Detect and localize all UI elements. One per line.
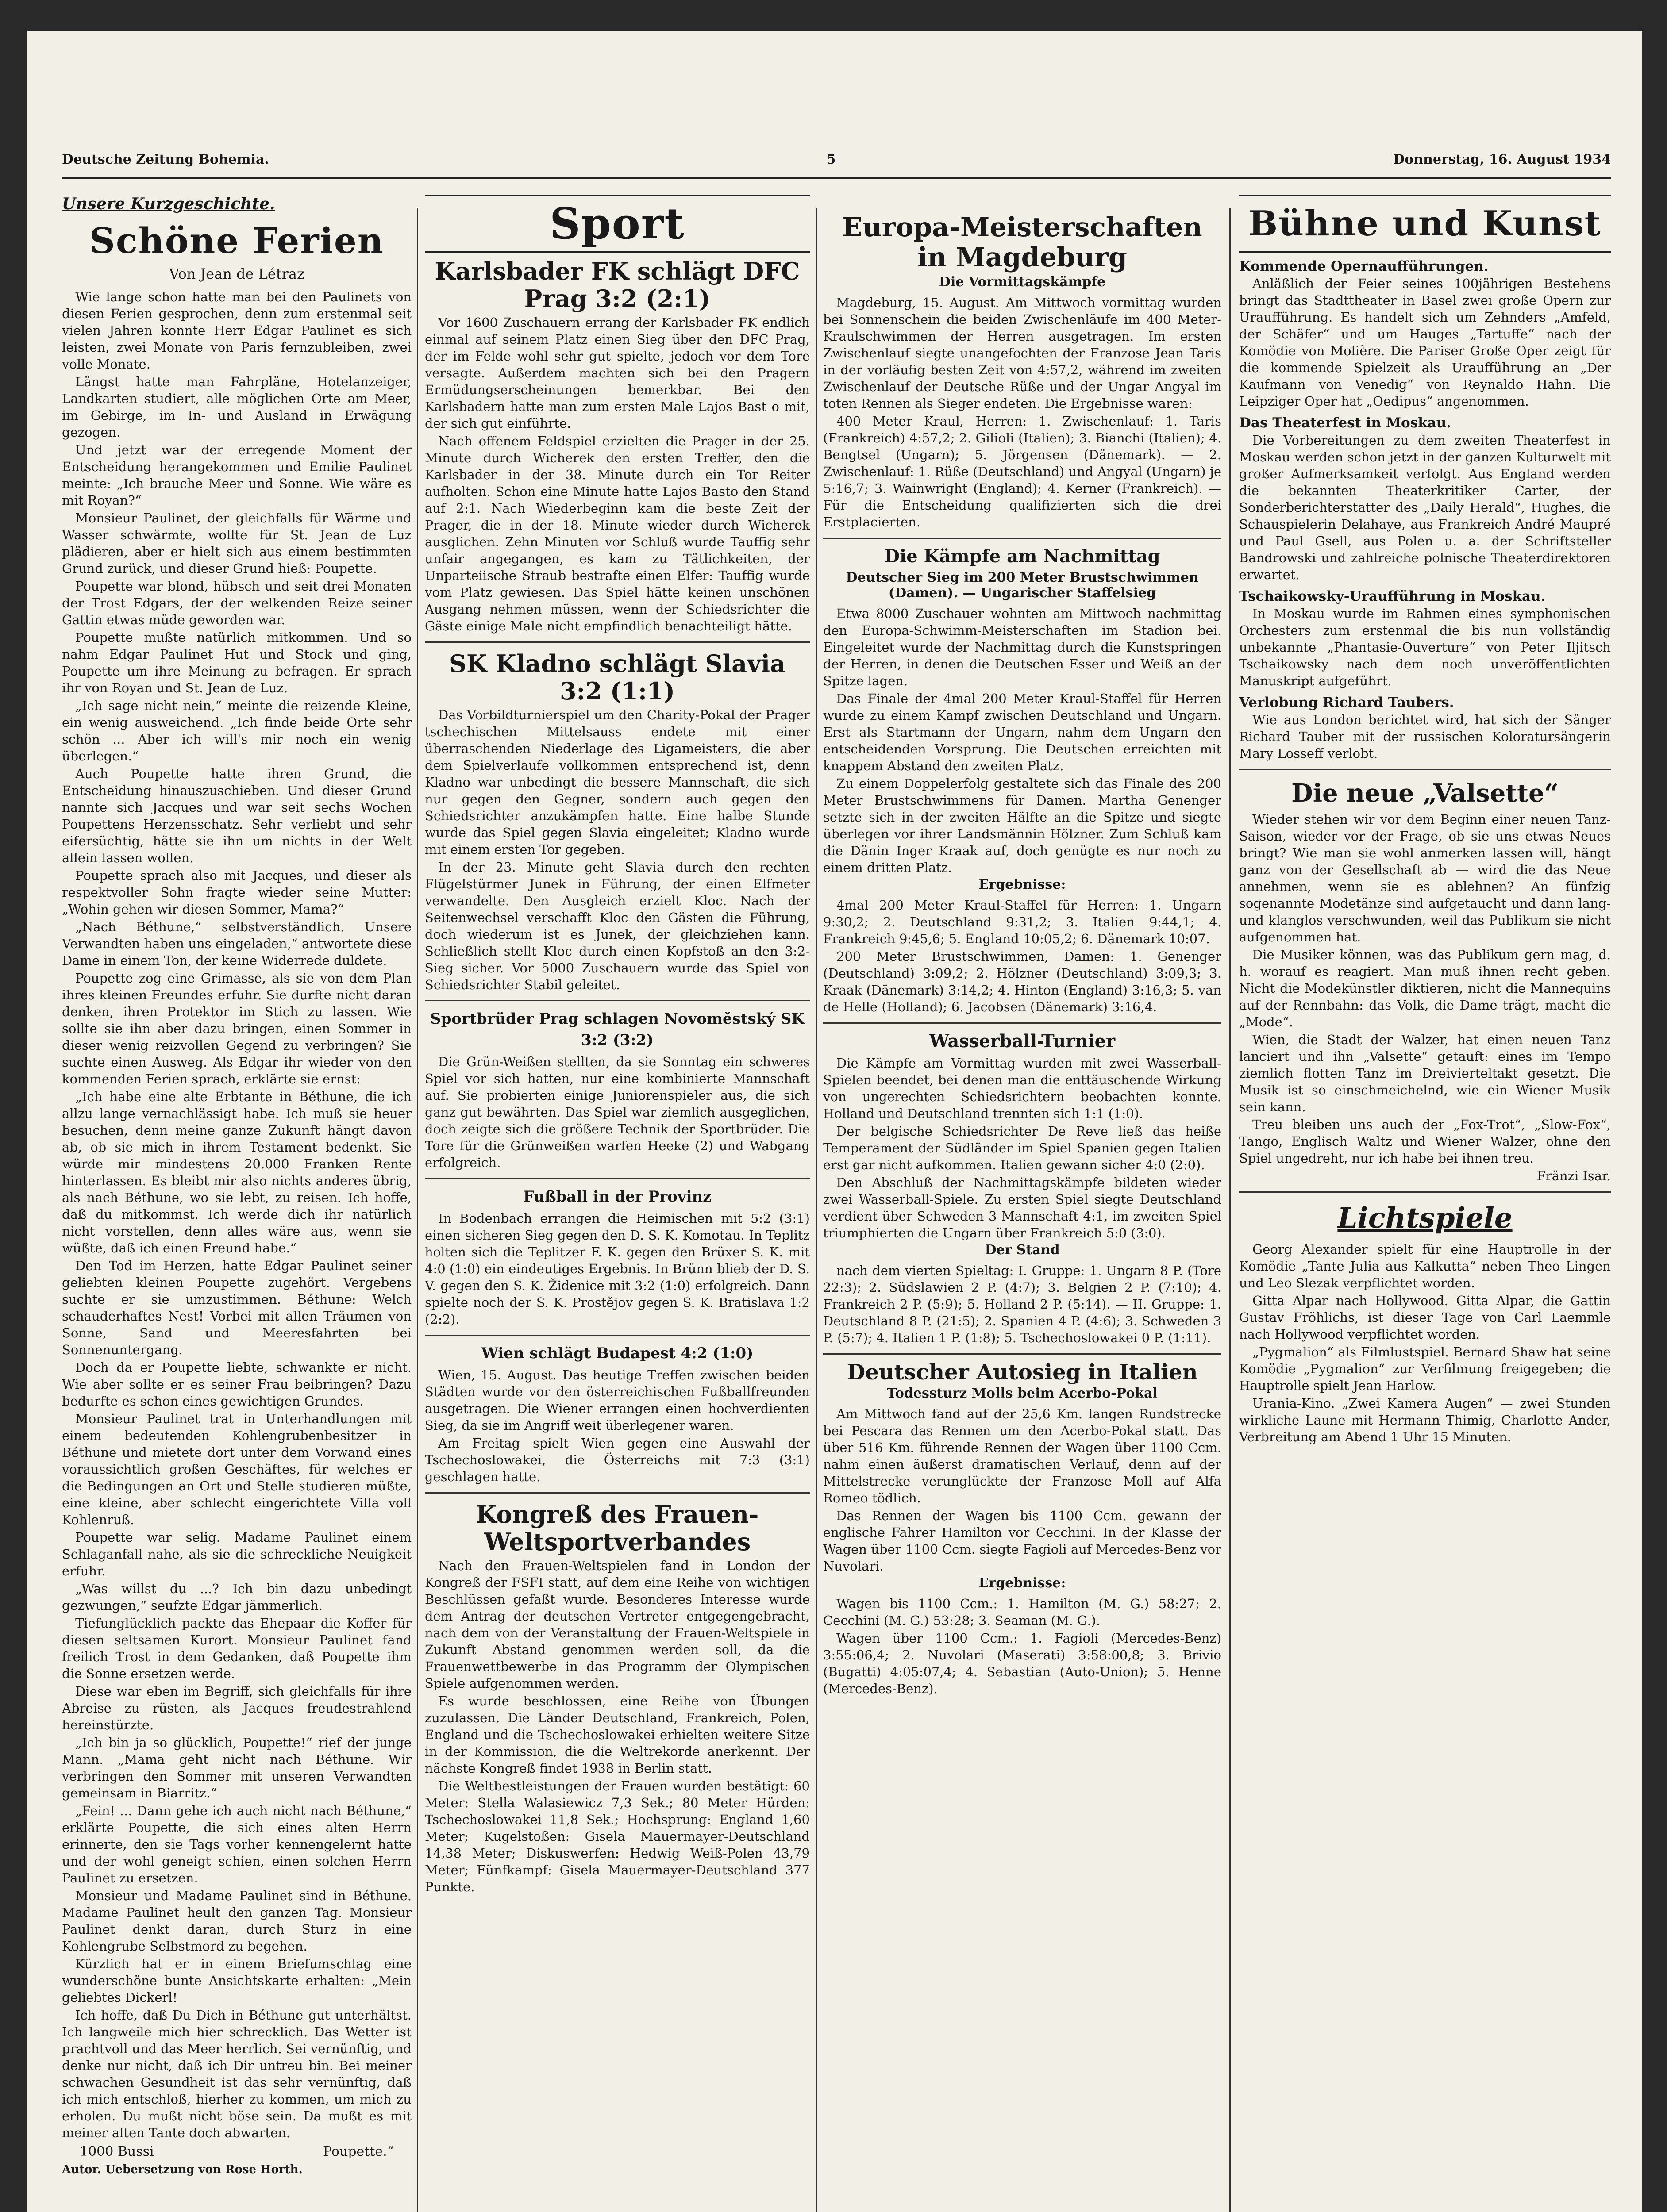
divider <box>425 1178 810 1179</box>
article-wien-budapest <box>425 1367 810 1485</box>
story-paragraph: Kürzlich hat er in einem Briefumschlag eine wunderschöne bunte Ansichtskarte erhalten: „Mein geliebtes Dickerl! <box>62 1956 412 2005</box>
article-tschaikowsky <box>1239 605 1611 689</box>
subhead-oper: Kommende Opernaufführungen. <box>1239 258 1489 274</box>
story-paragraph: „Nach Béthune,“ selbstverständlich. Unsere Verwandten haben uns eingeladen,“ antwortete diese Dame in einem Ton, der keine Widerrede duldete. <box>62 919 412 968</box>
article-paragraph: Am Freitag spielt Wien gegen eine Auswahl der Tschechoslowakei, die Österreichs mit 7:3 (3:1) geschlagen hatte. <box>425 1436 810 1484</box>
article-paragraph: In Moskau wurde im Rahmen eines symphonischen Orchesters zum erstenmal die bis nun vollständig unbekannte „Phantasie-Ouverture“ von Peter Iljitsch Tschaikowsky nach dem noch unveröffentlichten Manuskript aufgeführt. <box>1239 606 1611 688</box>
translation-note: Autor. Uebersetzung von Rose Horth. <box>62 2163 303 2176</box>
masthead-rule <box>62 177 1611 179</box>
article-paragraph: Etwa 8000 Zuschauer wohnten am Mittwoch nachmittag den Europa-Schwimm-Meisterschaften im Stadion bei. Eingeleitet wurde der Nachmittag durch die Kunstspringen der Herren, in denen die Deutschen Esser und Weiß an der Spitze lagen. <box>823 606 1221 688</box>
divider <box>425 641 810 643</box>
story-paragraph: „Ich sage nicht nein,“ meinte die reizende Kleine, ein wenig ausweichend. „Ich finde beide Orte sehr schön ... Aber ich will's mir noch ein wenig überlegen.“ <box>62 698 412 764</box>
article-lichtspiele <box>1239 1241 1611 1445</box>
article-paragraph: Die Kämpfe am Vormittag wurden mit zwei Wasserball-Spielen beendet, bei denen man die enttäuschende Wirkung von ungerechten Schiedsrichtern beobachten konnte. Holland und Deutschland trennten sich 1:1 (1:0). <box>823 1056 1221 1121</box>
result-entry: 4mal 200 Meter Kraul-Staffel für Herren: 1. Ungarn 9:30,2; 2. Deutschland 9:31,2; 3. Italien 9:44,1; 4. Frankreich 9:45,6; 5. England 10:05,2; 6. Dänemark 10:07. <box>823 898 1221 946</box>
column-divider <box>816 208 817 2212</box>
buehne-header-box <box>1239 195 1611 253</box>
story-paragraph: Monsieur und Madame Paulinet sind in Béthune. Madame Paulinet heult den ganzen Tag. Monsieur Paulinet denkt daran, durch Sturz in eine Kohlengrube Selbstmord zu begehen. <box>62 1888 412 1954</box>
subhead-vormittag: Die Vormittagskämpfe <box>939 274 1106 290</box>
article-paragraph: Die Weltbestleistungen der Frauen wurden bestätigt: 60 Meter: Stella Walasiewicz 7,3 Sek.; 80 Meter Hürden: Tschechoslowakei 11,8 Sek.; Hochsprung: England 1,60 Meter; Kugelstoßen: Gisela Mauermayer-Deutschland 14,38 Meter; Diskuswerfen: Hedwig Weiß-Polen 43,79 Meter; Fünfkampf: Gisela Mauermayer-Deutschland 377 Punkte. <box>425 1778 810 1894</box>
results-list <box>823 897 1221 1015</box>
divider <box>823 1022 1221 1024</box>
column-swimming <box>823 190 1221 2212</box>
story-title: Schöne Ferien <box>89 220 384 261</box>
article-paragraph: Wien, 15. August. Das heutige Treffen zwischen beiden Städten wurde vor den österreichischen Fußballfreunden ausgetragen. Die Wiener errangen einen hochverdienten Sieg, da sie im Angriff weit überlegener waren. <box>425 1367 810 1433</box>
story-paragraph: Doch da er Poupette liebte, schwankte er nicht. Wie aber sollte er es seiner Frau beibringen? Dazu bedurfte es schon eines gewichtigen Grundes. <box>62 1360 412 1409</box>
divider <box>1239 769 1611 770</box>
subhead-theaterfest: Das Theaterfest in Moskau. <box>1239 415 1451 431</box>
article-paragraph: Die Grün-Weißen stellten, da sie Sonntag ein schweres Spiel vor sich hatten, nur eine kombinierte Mannschaft auf. Sie probierten einige Juniorenspieler aus, die sich ganz gut bewährten. Das Spiel war ziemlich ausgeglichen, doch zeigte sich die größere Technik der Sportbrüder. Die Tore für die Grünweißen warfen Heeke (2) und Wabgang erfolgreich. <box>425 1054 810 1170</box>
sport-header-box <box>425 195 810 253</box>
story-paragraph: Poupette sprach also mit Jacques, und dieser als respektvoller Sohn fragte wieder seine Mutter: „Wohin gehen wir diesen Sommer, Mama?“ <box>62 868 412 917</box>
story-paragraph: Längst hatte man Fahrpläne, Hotelanzeiger, Landkarten studiert, alle möglichen Orte am Meer, im Gebirge, im In- und Ausland in Erwägung gezogen. <box>62 374 412 440</box>
story-paragraph: Poupette zog eine Grimasse, als sie von dem Plan ihres kleinen Freundes erfuhr. Sie durfte nicht daran denken, ihren Protektor im Stich zu lassen. Wie sollte sie ihn aber dazu bringen, einen Sommer in dieser wenig reizvollen Gegend zu verbringen? Sie suchte einen Ausweg. Als Edgar ihr wieder von den kommenden Ferien sprach, erklärte sie ernst: <box>62 971 412 1087</box>
article-nachmittag <box>823 605 1221 876</box>
headline-wien-budapest: Wien schlägt Budapest 4:2 (1:0) <box>481 1344 754 1362</box>
results-heading: Ergebnisse: <box>978 877 1066 892</box>
article-wasserball <box>823 1055 1221 1241</box>
article-paragraph: Magdeburg, 15. August. Am Mittwoch vormittag wurden bei Sonnenschein die beiden Zwischenläufe im 400 Meter-Kraulschwimmen der Herren ausgetragen. Im ersten Zwischenlauf siegte unangefochten der Franzose Jean Taris in der vorläufig besten Zeit von 4:57,2, während im zweiten Zwischenlauf der Deutsche Rüße und der Ungar Angyal im toten Rennen als Sieger endeten. Die Ergebnisse waren: <box>823 295 1221 411</box>
story-body <box>62 288 412 2141</box>
article-provinz <box>425 1210 810 1328</box>
article-paragraph: Wien, die Stadt der Walzer, hat einen neuen Tanz lanciert und ihn „Valsette“ getauft: eines im Tempo ziemlich flotten Tanz im Dreivierteltakt gesetzt. Die Musik ist so einschmeichelnd, wie ein Wiener Musik sein kann. <box>1239 1032 1611 1114</box>
story-paragraph: Den Tod im Herzen, hatte Edgar Paulinet seiner geliebten kleinen Poupette zugehört. Vergebens suchte er sie umzustimmen. Béthune: Welch schauderhaftes Nest! Vorbei mit allen Träumen von Sonne, Sand und Meeresfahrten bei Sonnenuntergang. <box>62 1258 412 1357</box>
column-buehne <box>1239 190 1611 2212</box>
article-paragraph: Am Mittwoch fand auf der 25,6 Km. langen Rundstrecke bei Pescara das Rennen um den Acerbo-Pokal statt. Das über 516 Km. führende Rennen der Wagen über 1100 Ccm. nahm einen äußerst dramatischen Verlauf, denn auf der Mittelstrecke verunglückte der Franzose Moll auf Alfa Romeo tödlich. <box>823 1406 1221 1505</box>
story-paragraph: „Was willst du ...? Ich bin dazu unbedingt gezwungen,“ seufzte Edgar jämmerlich. <box>62 1581 412 1613</box>
results2-heading: Ergebnisse: <box>978 1575 1066 1591</box>
results2-list <box>823 1595 1221 1697</box>
article-kladno <box>425 707 810 993</box>
divider <box>823 1353 1221 1355</box>
story-paragraph: Auch Poupette hatte ihren Grund, die Entscheidung hinauszuschieben. Und dieser Grund nannte sich Jacques und war seit sechs Wochen Poupettens Herzensschatz. Sehr verliebt und sehr eifersüchtig, hätte sie ihn um nichts in der Welt allein lassen wollen. <box>62 766 412 865</box>
story-signature <box>80 2144 394 2159</box>
masthead-date: Donnerstag, 16. August 1934 <box>1393 151 1611 167</box>
story-paragraph: Monsieur Paulinet trat in Unterhandlungen mit einem bedeutenden Kohlengrubenbesitzer in Béthune und mietete dort unter dem Vorwand eines voraussichtlich großen Geschäftes, für welches er die Bedingungen an Ort und Stelle studieren müßte, eine kleine, aber schlecht eingerichtete Villa voll Kohlenruß. <box>62 1411 412 1527</box>
article-paragraph: Den Abschluß der Nachmittagskämpfe bildeten wieder zwei Wasserball-Spiele. Zu ersten Spiel siegte Deutschland verdient über Schweden 3 Mannschaft 4:1, im zweiten Spiel triumphierten die Ungarn über Frankreich 5:0 (3:0). <box>823 1175 1221 1240</box>
article-autosieg <box>823 1406 1221 1575</box>
headline-valsette: Die neue „Valsette“ <box>1291 779 1559 808</box>
headline-provinz: Fußball in der Provinz <box>523 1188 712 1206</box>
article-valsette <box>1239 811 1611 1167</box>
article-paragraph: Zu einem Doppelerfolg gestaltete sich das Finale des 200 Meter Brustschwimmens für Damen. Martha Genenger setzte sich in der zweiten Hälfte an die Spitze und siegte überlegen vor ihrer Landsmännin Hölzner. Zum Schluß kam die Dänin Inger Kraak auf, doch genügte es nur noch zu einem dritten Platz. <box>823 776 1221 875</box>
headline-kladno: SK Kladno schlägt Slavia 3:2 (1:1) <box>449 649 785 705</box>
article-paragraph: Das Rennen der Wagen bis 1100 Ccm. gewann der englische Fahrer Hamilton vor Cecchini. In der Klasse der Wagen über 1100 Ccm. siegte Fagioli auf Mercedes-Benz vor Nuvolari. <box>823 1508 1221 1574</box>
subhead-nachmittag: Deutscher Sieg im 200 Meter Brustschwimmen (Damen). — Ungarischer Staffelsieg <box>846 570 1199 601</box>
article-paragraph: 400 Meter Kraul, Herren: 1. Zwischenlauf: 1. Taris (Frankreich) 4:57,2; 2. Gilioli (Italien); 3. Bianchi (Italien); 4. Bengtsel (Ungarn); 5. Jörgensen (Dänemark). — 2. Zwischenlauf: 1. Rüße (Deutschland) und Angyal (Ungarn) je 5:16,7; 3. Wainwright (England); 4. Kerner (Frankreich). — Für die Entscheidung qualifizierten sich die drei Erstplacierten. <box>823 414 1221 530</box>
newspaper-page <box>27 31 1642 2212</box>
headline-karlsbad: Karlsbader FK schlägt DFC Prag 3:2 (2:1) <box>435 257 800 313</box>
article-sportbrueder <box>425 1053 810 1171</box>
headline-europa-meisterschaften: Europa-Meisterschaften in Magdeburg <box>842 212 1202 273</box>
article-paragraph: „Pygmalion“ als Filmlustspiel. Bernard Shaw hat seine Komödie „Pygmalion“ zur Verfilmung freigegeben; die Hauptrolle spielt Jean Harlow. <box>1239 1344 1611 1393</box>
story-paragraph: Tiefunglücklich packte das Ehepaar die Koffer für diesen seltsamen Kurort. Monsieur Paulinet fand freilich Trost in dem Gedanken, daß Poupette ihm die Sonne ersetzen werde. <box>62 1616 412 1681</box>
article-theaterfest <box>1239 432 1611 583</box>
divider <box>425 1492 810 1494</box>
article-paragraph: Die Vorbereitungen zu dem zweiten Theaterfest in Moskau werden schon jetzt in der ganzen Kulturwelt mit großer Aufmerksamkeit verfolgt. Aus England werden die bekannten Theaterkritiker Carter, der Sonderberichterstatter des „Daily Herald“, Hughes, die Schauspielerin Delahaye, aus Frankreich André Maupré und Paul Gsell, aus Polen u. a. der Schriftsteller Bandrowski und zahlreiche polnische Theaterdirektoren erwartet. <box>1239 433 1611 582</box>
story-paragraph: Poupette mußte natürlich mitkommen. Und so nahm Edgar Paulinet Hut und Stock und ging, Poupette um ihre Meinung zu befragen. Er sprach ihr von Royan und St. Jean de Luz. <box>62 630 412 695</box>
divider <box>425 1000 810 1001</box>
story-paragraph: Ich hoffe, daß Du Dich in Béthune gut unterhältst. Ich langweile mich hier schrecklich. Das Wetter ist prachtvoll und das Meer herrlich. Sei vernünftig, und denke nur nicht, daß ich Dir untreu bin. Bei meiner schwachen Gesundheit ist das sehr vernünftig, daß ich mich entschloß, hierher zu kommen, um mich zu erholen. Du mußt nicht böse sein. Da mußt es mit meiner alten Tante doch abwarten. <box>62 2008 412 2140</box>
column-divider <box>1229 208 1231 2212</box>
article-karlsbad <box>425 314 810 634</box>
article-paragraph: Das Vorbildturnierspiel um den Charity-Pokal der Prager tschechischen Mittelsauss endete mit einer überraschenden Niederlage des Ligameisters, die aber dem Spielverlaufe vollkommen entsprechend ist, denn Kladno war unbedingt die bessere Mannschaft, die sich nur gegen den Gegner, sondern auch gegen den Schiedsrichter anzukämpfen hatte. Eine halbe Stunde wurde das Spiel gegen Slavia eingeleitet; Kladno wurde mit einem ersten Tor gegeben. <box>425 707 810 857</box>
headline-kongress: Kongreß des Frauen-Weltsportverbandes <box>476 1500 759 1556</box>
divider <box>425 1335 810 1336</box>
article-paragraph: Treu bleiben uns auch der „Fox-Trot“, „Slow-Fox“, Tango, Englisch Waltz und Wiener Walzer, ohne den Spiel ungedreht, nur ich habe bei ihnen treu. <box>1239 1117 1611 1166</box>
story-paragraph: Monsieur Paulinet, der gleichfalls für Wärme und Wasser schwärmte, wollte für St. Jean de Luz plädieren, aber er hielt sich aus einem bestimmten Grund zurück, und dieser Grund hieß: Poupette. <box>62 511 412 576</box>
column-sport <box>425 190 810 2212</box>
article-paragraph: Nach offenem Feldspiel erzielten die Prager in der 25. Minute durch Wicherek den ersten Treffer, den die Karlsbader in der 38. Minute durch ein Tor Reiter aufholten. Schon eine Minute hatte Lajos Basto den Stand auf 2:1. Nach Wiederbeginn kam die beste Zeit der Prager, die in der 18. Minute wieder durch Wicherek ausglichen. Zehn Minuten vor Schluß wurde Tauffig sehr unfair angegangen, es kam zu Tätlichkeiten, der Unparteiische Straub bestrafte einen Elfer: Tauffig wurde vom Platz gewiesen. Das Spiel hätte keinen unschönen Ausgang nehmen müssen, wenn der Schiedsrichter die Gäste einige Male nicht empfindlich benachteiligt hätte. <box>425 434 810 634</box>
valsette-signature: Fränzi Isar. <box>1536 1168 1611 1183</box>
section-title-sport: Sport <box>550 199 685 249</box>
column-story <box>62 190 412 2212</box>
article-paragraph: Anläßlich der Feier seines 100jährigen Bestehens bringt das Stadttheater in Basel zwei große Opern zur Uraufführung. Es handelt sich um Zehnders „Amfeld, der Schäfer“ und um Hauges „Tartuffe“ nach der Komödie von Molière. Die Pariser Große Oper zeigt für die kommende Spielzeit als Uraufführung an „Der Kaufmann von Venedig“ von Reynaldo Hahn. Die Leipziger Oper hat „Oedipus“ angenommen. <box>1239 276 1611 409</box>
story-paragraph: „Fein! ... Dann gehe ich auch nicht nach Béthune,“ erklärte Poupette, die sich eines alten Herrn erinnerte, den sie Tags vorher kennengelernt hatte und der wohl geneigt schien, einen solchen Herrn Paulinet zu ersetzen. <box>62 1803 412 1886</box>
article-paragraph: Die Musiker können, was das Publikum gern mag, d. h. worauf es reagiert. Man muß ihnen recht geben. Nicht die Modekünstler diktieren, nicht die Mannequins auf der Rennbahn: das Volk, die Dame trägt, macht die „Mode“. <box>1239 947 1611 1029</box>
headline-nachmittag: Die Kämpfe am Nachmittag <box>884 546 1160 567</box>
masthead <box>62 146 1611 173</box>
subhead-tauber: Verlobung Richard Taubers. <box>1239 695 1454 710</box>
result-entry: 200 Meter Brustschwimmen, Damen: 1. Genenger (Deutschland) 3:09,2; 2. Hölzner (Deutschland) 3:09,3; 3. Kraak (Dänemark) 3:14,2; 4. Hinton (England) 3:16,3; 5. van de Helle (Holland); 6. Jacobsen (Dänemark) 3:16,4. <box>823 949 1221 1014</box>
stand-text: nach dem vierten Spieltag: I. Gruppe: 1. Ungarn 8 P. (Tore 22:3); 2. Südslawien 2 P. (4:7); 3. Belgien 2 P. (7:10); 4. Frankreich 2 P. (5:9); 5. Holland 2 P. (5:14). — II. Gruppe: 1. Deutschland 8 P. (21:5); 2. Spanien 4 P. (4:6); 3. Schweden 3 P. (5:7); 4. Italien 1 P. (1:8); 5. Tschechoslowakei 0 P. (1:11). <box>823 1263 1221 1345</box>
story-byline: Von Jean de Létraz <box>169 265 304 282</box>
article-paragraph: Georg Alexander spielt für eine Hauptrolle in der Komödie „Tante Julia aus Kalkutta“ neben Theo Lingen und Leo Slezak verpflichtet worden. <box>1239 1242 1611 1290</box>
headline-sportbrueder: Sportbrüder Prag schlagen Novoměstský SK 3:2 (3:2) <box>430 1010 805 1049</box>
story-paragraph: Diese war eben im Begriff, sich gleichfalls für ihre Abreise zu rüsten, als Jacques freudestrahlend hereinstürzte. <box>62 1684 412 1732</box>
article-kongress <box>425 1557 810 1895</box>
section-kicker: Unsere Kurzgeschichte. <box>62 195 275 213</box>
story-paragraph: „Ich bin ja so glücklich, Poupette!“ rief der junge Mann. „Mama geht nicht nach Béthune. Wir verbringen den Sommer mit unseren Verwandten gemeinsam in Biarritz.“ <box>62 1735 412 1801</box>
article-oper <box>1239 275 1611 410</box>
masthead-page-number: 5 <box>826 151 836 167</box>
result-entry: Wagen bis 1100 Ccm.: 1. Hamilton (M. G.) 58:27; 2. Cecchini (M. G.) 53:28; 3. Seaman (M. G.). <box>823 1596 1221 1628</box>
story-paragraph: Wie lange schon hatte man bei den Paulinets von diesen Ferien gesprochen, denn zum erstenmal seit vielen Jahren konnte Herr Edgar Paulinet es sich leisten, zwei Monate von Paris fernzubleiben, zwei volle Monate. <box>62 289 412 372</box>
signature-left: 1000 Bussi <box>80 2144 154 2159</box>
article-paragraph: Wieder stehen wir vor dem Beginn einer neuen Tanz-Saison, wieder vor der Frage, ob sie uns etwas Neues bringt? Wie man sie wohl anmerken lassen will, hängt ganz von der Gesellschaft ab — wird die das Neue annehmen, wenn sie es ablehnen? An fünfzig sogenannte Modetänze sind aufgetaucht und dann lang- und klanglos verschwunden, weil das Publikum sie nicht aufgenommen hat. <box>1239 812 1611 945</box>
divider <box>823 538 1221 539</box>
article-paragraph: In der 23. Minute geht Slavia durch den rechten Flügelstürmer Junek in Führung, der einen Elfmeter verwandelte. Den Ausgleich erzielt Kloc. Nach der Seitenwechsel verschafft Kloc den Gästen die Führung, doch wiederum ist es Junek, der gleichziehen kann. Schließlich stellt Kloc durch einen Kopfstoß an den 3:2-Sieg sicher. Vor 5000 Zuschauern wurde das Spiel von Schiedsrichter Stabil geleitet. <box>425 860 810 992</box>
story-paragraph: „Ich habe eine alte Erbtante in Béthune, die ich allzu lange vernachlässigt habe. Ich muß sie heuer besuchen, denn meine ganze Zukunft hängt davon ab, ob sie mich in ihrem Testament bedenkt. Sie würde mir mindestens 20.000 Franken Rente hinterlassen. Es bleibt mir also nichts anderes übrig, als nach Béthune, wo sie lebt, zu reisen. Ich hoffe, daß du mitkommst. Ich werde dich ihr natürlich nicht vorstellen, denn alles wäre aus, wenn sie wüßte, daß ich einen Freund habe.“ <box>62 1089 412 1256</box>
article-paragraph: Der belgische Schiedsrichter De Reve ließ das heiße Temperament der Südländer im Spiel Spanien gegen Italien erst gar nicht aufkommen. Italien gewann sicher 4:0 (2:0). <box>823 1124 1221 1172</box>
subhead-tschaikowsky: Tschaikowsky-Uraufführung in Moskau. <box>1239 588 1546 604</box>
story-paragraph: Poupette war selig. Madame Paulinet einem Schlaganfall nahe, als sie die schreckliche Neuigkeit erfuhr. <box>62 1530 412 1578</box>
stand-heading: Der Stand <box>985 1242 1060 1258</box>
story-paragraph: Und jetzt war der erregende Moment der Entscheidung herangekommen und Emilie Paulinet meinte: „Ich brauche Meer und Sonne. Wie wäre es mit Royan?“ <box>62 442 412 508</box>
article-paragraph: Vor 1600 Zuschauern errang der Karlsbader FK endlich einmal auf seinem Platz einen Sieg über den DFC Prag, der im Felde wohl sehr gut spielte, jedoch vor dem Tore versagte. Außerdem machten sich bei den Pragern Ermüdungserscheinungen bemerkbar. Bei den Karlsbadern hatte man zum ersten Male Lajos Bast o mit, der sich gut einführte. <box>425 315 810 431</box>
article-paragraph: Gitta Alpar nach Hollywood. Gitta Alpar, die Gattin Gustav Fröhlichs, ist dieser Tage von Carl Laemmle nach Hollywood verpflichtet worden. <box>1239 1293 1611 1342</box>
article-paragraph: Nach den Frauen-Weltspielen fand in London der Kongreß der FSFI statt, auf dem eine Reihe von wichtigen Beschlüssen gefaßt wurde. Besonderes Interesse wurde dem Antrag der deutschen Vertreter entgegengebracht, nach dem von der Veranstaltung der Frauen-Weltspiele in Zukunft Abstand genommen werden soll, da die Frauenwettbewerbe in das Programm der Olympischen Spiele aufgenommen werden. <box>425 1558 810 1691</box>
column-divider <box>417 208 418 2212</box>
headline-lichtspiele: Lichtspiele <box>1337 1202 1513 1235</box>
headline-wasserball: Wasserball-Turnier <box>929 1031 1116 1052</box>
article-paragraph: In Bodenbach errangen die Heimischen mit 5:2 (3:1) einen sicheren Sieg gegen den D. S. K. Komotau. In Teplitz holten sich die Teplitzer F. K. gegen den Brüxer S. K. mit 4:0 (1:0) ein eindeutiges Ergebnis. In Brünn blieb der D. S. V. gegen den S. K. Židenice mit 3:2 (1:0) erfolgreich. Dann spielte noch der S. K. Prostějov gegen S. K. Bratislava 1:2 (2:2). <box>425 1211 810 1327</box>
article-tauber <box>1239 711 1611 762</box>
article-paragraph: Es wurde beschlossen, eine Reihe von Übungen zuzulassen. Die Länder Deutschland, Frankreich, Polen, England und die Tschechoslowakei erhielten weitere Sitze in der Kommission, die die Weltrekorde anerkennt. Der nächste Kongreß findet 1938 in Berlin statt. <box>425 1694 810 1776</box>
article-vormittag <box>823 294 1221 530</box>
article-paragraph: Urania-Kino. „Zwei Kamera Augen“ — zwei Stunden wirkliche Laune mit Hermann Thimig, Charlotte Ander, Verbreitung am Abend 1 Uhr 15 Minuten. <box>1239 1396 1611 1444</box>
divider <box>1239 1191 1611 1193</box>
masthead-paper-name: Deutsche Zeitung Bohemia. <box>62 151 269 167</box>
story-paragraph: Poupette war blond, hübsch und seit drei Monaten der Trost Edgars, der der welkenden Reize seiner Gattin etwas müde geworden war. <box>62 579 412 627</box>
subhead-autosieg: Todessturz Molls beim Acerbo-Pokal <box>887 1386 1158 1401</box>
section-title-buehne: Bühne und Kunst <box>1248 204 1602 244</box>
headline-autosieg: Deutscher Autosieg in Italien <box>847 1360 1198 1385</box>
signature-right: Poupette.“ <box>323 2144 394 2159</box>
result-entry: Wagen über 1100 Ccm.: 1. Fagioli (Mercedes-Benz) 3:55:06,4; 2. Nuvolari (Maserati) 3:58:00,8; 3. Brivio (Bugatti) 4:05:07,4; 4. Sebastian (Auto-Union); 5. Henne (Mercedes-Benz). <box>823 1631 1221 1696</box>
article-paragraph: Das Finale der 4mal 200 Meter Kraul-Staffel für Herren wurde zu einem Kampf zwischen Deutschland und Ungarn. Erst als Startmann der Ungarn, nahm dem Ungarn den entscheidenden Vorsprung. Die Deutschen erreichten mit knappem Abstand den zweiten Platz. <box>823 691 1221 773</box>
article-paragraph: Wie aus London berichtet wird, hat sich der Sänger Richard Tauber mit der russischen Koloratursängerin Mary Losseff verlobt. <box>1239 712 1611 761</box>
